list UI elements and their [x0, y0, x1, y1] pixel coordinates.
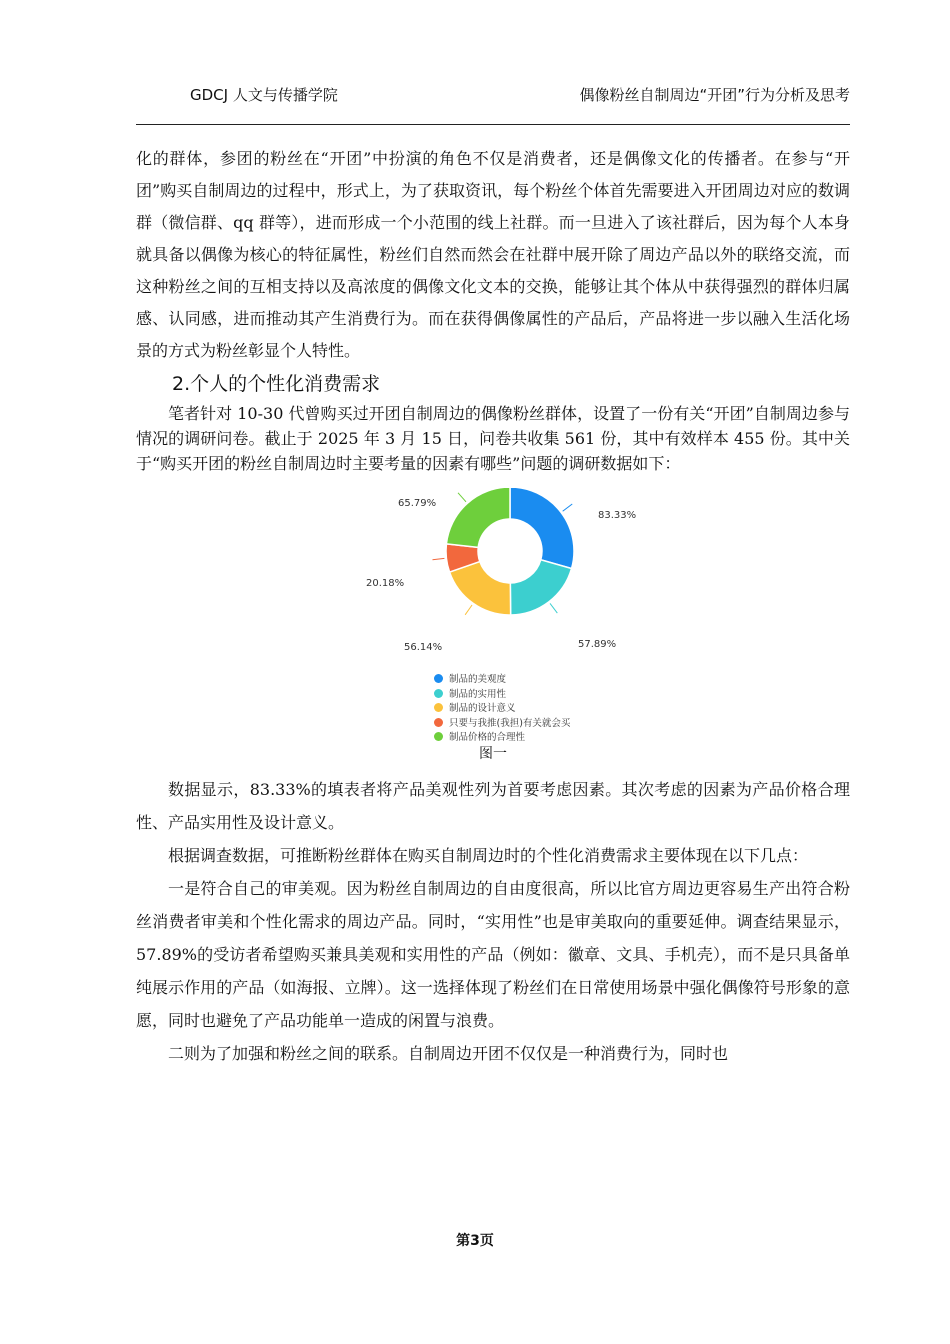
- leader-line-design-meaning: [465, 605, 472, 615]
- legend-item-price: [434, 731, 570, 746]
- page-content: [136, 143, 850, 1070]
- header-rule: [136, 124, 850, 125]
- legend-item-idol-related: [434, 717, 570, 732]
- header-right: 偶像粉丝自制周边“开团”行为分析及思考: [579, 86, 850, 104]
- slice-aesthetics: [510, 488, 574, 569]
- legend-label: 制品的美观度: [449, 674, 507, 685]
- legend-label: 制品的实用性: [449, 688, 507, 700]
- legend-label: 制品价格的合理性: [449, 732, 526, 743]
- paragraph-6: 二则为了加强和粉丝之间的联系。自制周边开团不仅仅是一种消费行为，同时也: [168, 1044, 729, 1063]
- data-label-aesthetics: 83.33%: [598, 510, 637, 521]
- legend-item-design-meaning: [434, 702, 570, 717]
- figure-caption: 图一: [479, 746, 507, 762]
- legend-item-aesthetics: [434, 673, 570, 688]
- paragraph-5: 一是符合自己的审美观。因为粉丝自制周边的自由度很高，所以比官方周边更容易生产出符合粉丝消费者审美和个性化需求的周边产品。同时，“实用性”也是审美取向的重要延伸。调查结果显示，57.89%的受访者希望购买兼具美观和实用性的产品（例如：徽章、文具、手机壳），而不是只具备单纯展示作用的产品（如海报、立牌）。这一选择体现了粉丝们在日常使用场景中强化偶像符号形象的意愿，同时也避免了产品功能单一造成的闲置与浪费。: [136, 879, 850, 1030]
- slice-practicality: [510, 560, 571, 615]
- legend-swatch: [434, 674, 443, 683]
- legend-swatch: [434, 718, 443, 727]
- legend-label: 只要与我推(我担)有关就会买: [449, 717, 571, 729]
- slice-price: [446, 488, 510, 547]
- legend-swatch: [434, 732, 443, 741]
- data-label-practicality: 57.89%: [578, 639, 617, 650]
- leader-line-aesthetics: [563, 504, 573, 511]
- leader-line-price: [458, 493, 466, 502]
- data-label-idol-related: 20.18%: [366, 578, 405, 589]
- section-heading: 2.个人的个性化消费需求: [172, 373, 381, 395]
- legend-label: 制品的设计意义: [449, 703, 516, 714]
- legend-swatch: [434, 703, 443, 712]
- paragraph-1: 化的群体，参团的粉丝在“开团”中扮演的角色不仅是消费者，还是偶像文化的传播者。在参与“开团”购买自制周边的过程中，形式上，为了获取资讯，每个粉丝个体首先需要进入开团周边对应的数调群（微信群、qq 群等），进而形成一个小范围的线上社群。而一旦进入了该社群后，因为每个人本身就具备以偶像为核心的特征属性，粉丝们自然而然会在社群中展开除了周边产品以外的联络交流，而这种粉丝之间的互相支持以及高浓度的偶像文化文本的交换，能够让其个体从中获得强烈的群体归属感、认同感，进而推动其产生消费行为。而在获得偶像属性的产品后，产品将进一步以融入生活化场景的方式为粉丝彰显个人特性。: [136, 149, 850, 360]
- paragraph-2: 笔者针对 10-30 代曾购买过开团自制周边的偶像粉丝群体，设置了一份有关“开团”自制周边参与情况的调研问卷。截止于 2025 年 3 月 15 日，问卷共收集 561 份，其中有效样本 455 份。其中关于“购买开团的粉丝自制周边时主要考量的因素有哪些”问题的调研数据如下：: [136, 404, 850, 473]
- leader-line-idol-related: [432, 558, 444, 559]
- page-number: 第3页: [456, 1233, 494, 1249]
- donut-chart-figure: [136, 488, 850, 743]
- legend-swatch: [434, 689, 443, 698]
- leader-line-practicality: [550, 603, 557, 613]
- header-left: GDCJ 人文与传播学院: [190, 86, 338, 104]
- legend-item-practicality: [434, 688, 570, 703]
- data-label-price: 65.79%: [398, 498, 437, 509]
- chart-legend: [434, 673, 570, 746]
- data-label-design-meaning: 56.14%: [404, 642, 443, 653]
- paragraph-4: 根据调查数据，可推断粉丝群体在购买自制周边时的个性化消费需求主要体现在以下几点：: [168, 846, 809, 865]
- paragraph-3: 数据显示，83.33%的填表者将产品美观性列为首要考虑因素。其次考虑的因素为产品价格合理性、产品实用性及设计意义。: [136, 780, 850, 832]
